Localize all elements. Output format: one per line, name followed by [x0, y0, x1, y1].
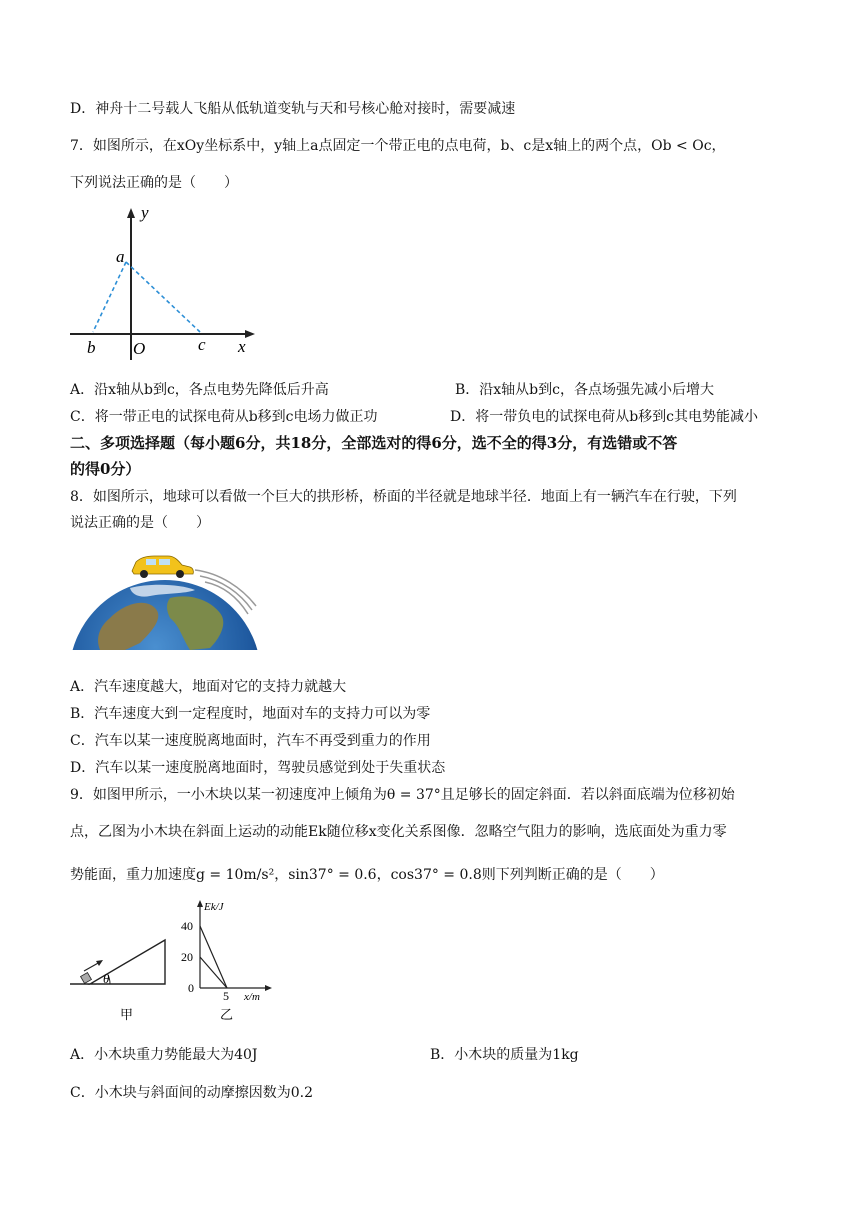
- q7-option-d: D．将一带负电的试探电荷从b移到c其电势能减小: [450, 409, 759, 425]
- q9-caption-yi: 乙: [220, 1007, 234, 1022]
- q7-option-a: A．沿x轴从b到c，各点电势先降低后升高: [70, 382, 329, 398]
- q7-x-label: x: [238, 337, 246, 356]
- q6-option-d: D．神舟十二号载人飞船从低轨道变轨与天和号核心舱对接时，需要减速: [70, 101, 516, 117]
- q9-stem-line2: 点，乙图为小木块在斜面上运动的动能Ek随位移x变化关系图像．忽略空气阻力的影响，选底面处为重力零: [70, 824, 727, 840]
- q7-option-c: C．将一带正电的试探电荷从b移到c电场力做正功: [70, 409, 378, 425]
- q8-option-c: C．汽车以某一速度脱离地面时，汽车不再受到重力的作用: [70, 733, 431, 749]
- q7-b-label: b: [87, 338, 96, 357]
- q8-earth-car-figure: [70, 548, 270, 656]
- q7-option-b: B．沿x轴从b到c，各点场强先减小后增大: [455, 382, 714, 398]
- q7-figure: [70, 200, 260, 365]
- q8-option-d: D．汽车以某一速度脱离地面时，驾驶员感觉到处于失重状态: [70, 760, 446, 776]
- q9-option-a: A．小木块重力势能最大为40J: [70, 1047, 258, 1063]
- q9-caption-jia: 甲: [120, 1007, 134, 1022]
- q9-theta-label: θ: [103, 971, 110, 986]
- q9-y-tick-40: 40: [181, 919, 193, 933]
- q7-o-label: O: [133, 339, 146, 358]
- section2-title-line1: 二、多项选择题（每小题6分，共18分，全部选对的得6分，选不全的得3分，有选错或不答: [70, 434, 678, 452]
- q8-stem-line1: 8．如图所示，地球可以看做一个巨大的拱形桥，桥面的半径就是地球半径．地面上有一辆汽车在行驶，下列: [70, 489, 737, 505]
- q7-stem-line2: 下列说法正确的是（ ）: [70, 175, 238, 191]
- q9-stem-line1: 9．如图甲所示，一小木块以某一初速度冲上倾角为θ = 37°且足够长的固定斜面．若以斜面底端为位移初始: [70, 787, 735, 803]
- q7-y-label: y: [141, 203, 149, 222]
- q7-c-label: c: [198, 335, 206, 354]
- q7-a-label: a: [116, 247, 125, 266]
- section2-title-line2: 的得0分）: [70, 460, 141, 478]
- q8-option-b: B．汽车速度大到一定程度时，地面对车的支持力可以为零: [70, 706, 431, 722]
- q7-stem-line1: 7．如图所示，在xOy坐标系中，y轴上a点固定一个带正电的点电荷，b、c是x轴上的两个点，Ob < Oc，: [70, 138, 726, 154]
- q9-y-tick-20: 20: [181, 950, 193, 964]
- q8-stem-line2: 说法正确的是（ ）: [70, 515, 210, 531]
- q8-option-a: A．汽车速度越大，地面对它的支持力就越大: [70, 679, 347, 695]
- q9-x-axis-label: x/m: [244, 991, 260, 1003]
- q9-y-tick-0: 0: [188, 981, 194, 995]
- q9-figure: [70, 898, 290, 1028]
- q9-y-axis-label: Ek/J: [204, 901, 224, 913]
- q9-stem-line3: 势能面，重力加速度g = 10m/s²，sin37° = 0.6，cos37° = 0.8则下列判断正确的是（ ）: [70, 867, 664, 883]
- q9-option-c: C．小木块与斜面间的动摩擦因数为0.2: [70, 1085, 313, 1101]
- q9-option-b: B．小木块的质量为1kg: [430, 1047, 579, 1063]
- q9-x-tick-5: 5: [223, 989, 229, 1003]
